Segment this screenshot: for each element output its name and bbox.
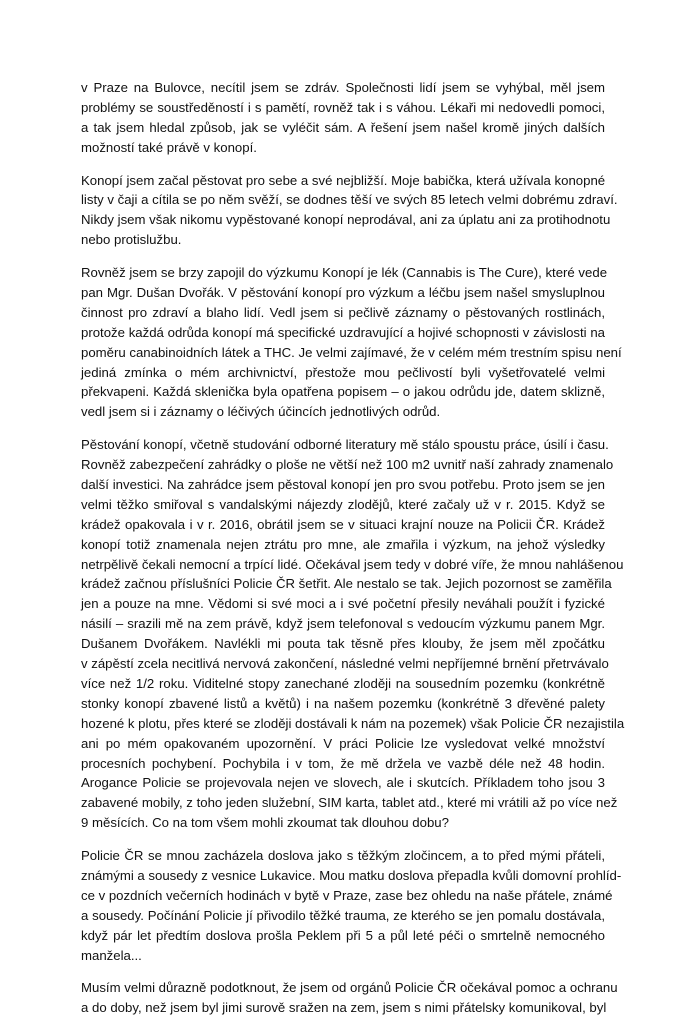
text-line: známými a sousedy z vesnice Lukavice. Mou matku doslova přepadla kvůli domovní prohlíd-	[81, 867, 622, 883]
text-line: Musím velmi důrazně podotknout, že jsem od orgánů Policie ČR očekával pomoc a ochranu	[81, 980, 618, 996]
text-line: jediná zmínka o mém archivnictví, přestože mou pečlivostí byli vyšetřovatelé velmi	[81, 364, 605, 380]
text-line: konopí totiž znamenala nejen ztrátu pro mne, ale zmařila i výzkum, na jehož výsledky	[81, 536, 605, 552]
text-line: krádež opakovala i v r. 2016, obrátil jsem se v situaci krajní nouze na Policii ČR. Krádež	[81, 516, 605, 532]
text-line: problémy se soustředěností i s pamětí, rovněž tak i s váhou. Lékaři mi nedovedli pomoci,	[81, 99, 605, 115]
text-line: vedl jsem si i záznamy o léčivých účincích jednotlivých odrůd.	[81, 404, 441, 420]
text-line: když pár let předtím doslova prošla Peklem při 5 a půl leté péči o smrtelně nemocného	[81, 927, 605, 943]
text-line: a do doby, než jsem byl jimi surově sražen na zem, jsem s nimi přátelsky komunikoval, byl	[81, 1000, 607, 1016]
paragraph	[81, 435, 625, 833]
text-line: hozené k plotu, přes které se zloději dostávali k nám na pozemek) však Policie ČR nezajistila	[81, 715, 625, 731]
paragraph	[81, 78, 605, 158]
paragraph	[81, 846, 622, 965]
text-line: protože každá odrůda konopí má specifické uzdravující a hojivé schopnosti v závislosti na	[81, 324, 605, 340]
text-line: Konopí jsem začal pěstovat pro sebe a své nejbližší. Moje babička, která užívala konopné	[81, 172, 606, 188]
text-line: Arogance Policie se projevovala nejen ve slovech, ale i skutcích. Příkladem toho jsou 3	[81, 775, 605, 791]
text-line: Rovněž zabezpečení zahrádky o ploše ne větší než 100 m2 uvnitř naší zahrady znamenalo	[81, 457, 614, 473]
text-line: manžela...	[81, 947, 142, 963]
document-body	[81, 78, 625, 1031]
text-line: pan Mgr. Dušan Dvořák. V pěstování konopí pro výzkum a léčbu jsem našel smysluplnou	[81, 285, 605, 301]
paragraph	[81, 171, 618, 251]
text-line: Policie ČR se mnou zacházela doslova jako s těžkým zločincem, a to před mými přáteli,	[81, 848, 605, 864]
text-line: možností také právě v konopí.	[81, 139, 257, 155]
text-line: krádež začnou příslušníci Policie ČR šetřit. Ale nestalo se tak. Jejich pozornost se zaměřila	[81, 576, 612, 592]
paragraph	[81, 978, 618, 1018]
text-line: ani po mém opakovaném upozornění. V práci Policie lze vysledovat velké množství	[81, 735, 605, 751]
text-line: Pěstování konopí, včetně studování odborné literatury mě stálo spoustu práce, úsilí i času.	[81, 437, 609, 453]
paragraph	[81, 263, 622, 422]
text-line: překvapeni. Každá sklenička byla opatřena popisem – o jakou odrůdu jde, datem sklizně,	[81, 384, 605, 400]
text-line: poměru canabinoidních látek a THC. Je velmi zajímavé, že v celém mém trestním spisu není	[81, 344, 622, 360]
text-line: netrpělivě čekali nemocní a trpící lidé. Očekával jsem tedy v dobré víře, že mnou nahlášenou	[81, 556, 624, 572]
text-line: ce v pozdních večerních hodinách v bytě v Praze, zase bez ohledu na naše přátele, známé	[81, 887, 613, 903]
text-line: a sousedy. Počínání Policie jí přivodilo těžké trauma, ze kterého se jen pomalu dostávala,	[81, 907, 605, 923]
text-line: v zápěstí zcela necitlivá nervová zakončení, následné velmi nepříjemné brnění přetrvávalo	[81, 656, 609, 672]
text-line: a tak jsem hledal způsob, jak se vyléčit sám. A řešení jsem našel kromě jiných dalších	[81, 119, 605, 135]
text-line: další investici. Na zahrádce jsem pěstoval konopí jen pro svou potřebu. Proto jsem se jen	[81, 477, 605, 493]
text-line: násilí – srazili mě na zem právě, když jsem telefonoval s vedoucím výzkumu panem Mgr.	[81, 616, 605, 632]
text-line: Dušanem Dvořákem. Navlékli mi pouta tak těsně přes klouby, že jsem měl zpočátku	[81, 636, 605, 652]
text-line: procesních pochybení. Pochybila i v tom, že mě držela ve vazbě déle než 48 hodin.	[81, 755, 605, 771]
text-line: Rovněž jsem se brzy zapojil do výzkumu Konopí je lék (Cannabis is The Cure), které vede	[81, 265, 608, 281]
text-line: v Praze na Bulovce, necítil jsem se zdráv. Společnosti lidí jsem se vyhýbal, měl jsem	[81, 80, 605, 95]
text-line: činnost pro zdraví a blaho lidí. Vedl jsem si pečlivě záznamy o pěstovaných rostlinách,	[81, 304, 605, 320]
text-line: 9 měsících. Co na tom všem mohli zkoumat tak dlouhou dobu?	[81, 815, 449, 831]
text-line: Nikdy jsem však nikomu vypěstované konopí neprodával, ani za úplatu ani za protihodnotu	[81, 212, 611, 228]
text-line: zabavené mobily, z toho jeden služební, SIM karta, tablet atd., které mi vrátili až po více než	[81, 795, 618, 811]
text-line: listy v čaji a cítila se po něm svěží, se dodnes těší ve svých 85 letech velmi dobrému zdraví.	[81, 192, 618, 208]
text-line: nebo protislužbu.	[81, 232, 182, 248]
text-line: jen a pouze na mne. Vědomi si své moci a i své početní přesily neváhali použít i fyzické	[81, 596, 605, 612]
text-line: velmi těžko smiřoval s vandalskými nájezdy zlodějů, které začaly už v r. 2015. Když se	[81, 496, 605, 512]
text-line: více než 1/2 roku. Viditelné stopy zanechané zloději na sousedním pozemku (konkrétně	[81, 675, 605, 691]
text-line: stonky konopí zbavené listů a květů) i na našem pozemku (konkrétně 3 dřevěné palety	[81, 695, 605, 711]
